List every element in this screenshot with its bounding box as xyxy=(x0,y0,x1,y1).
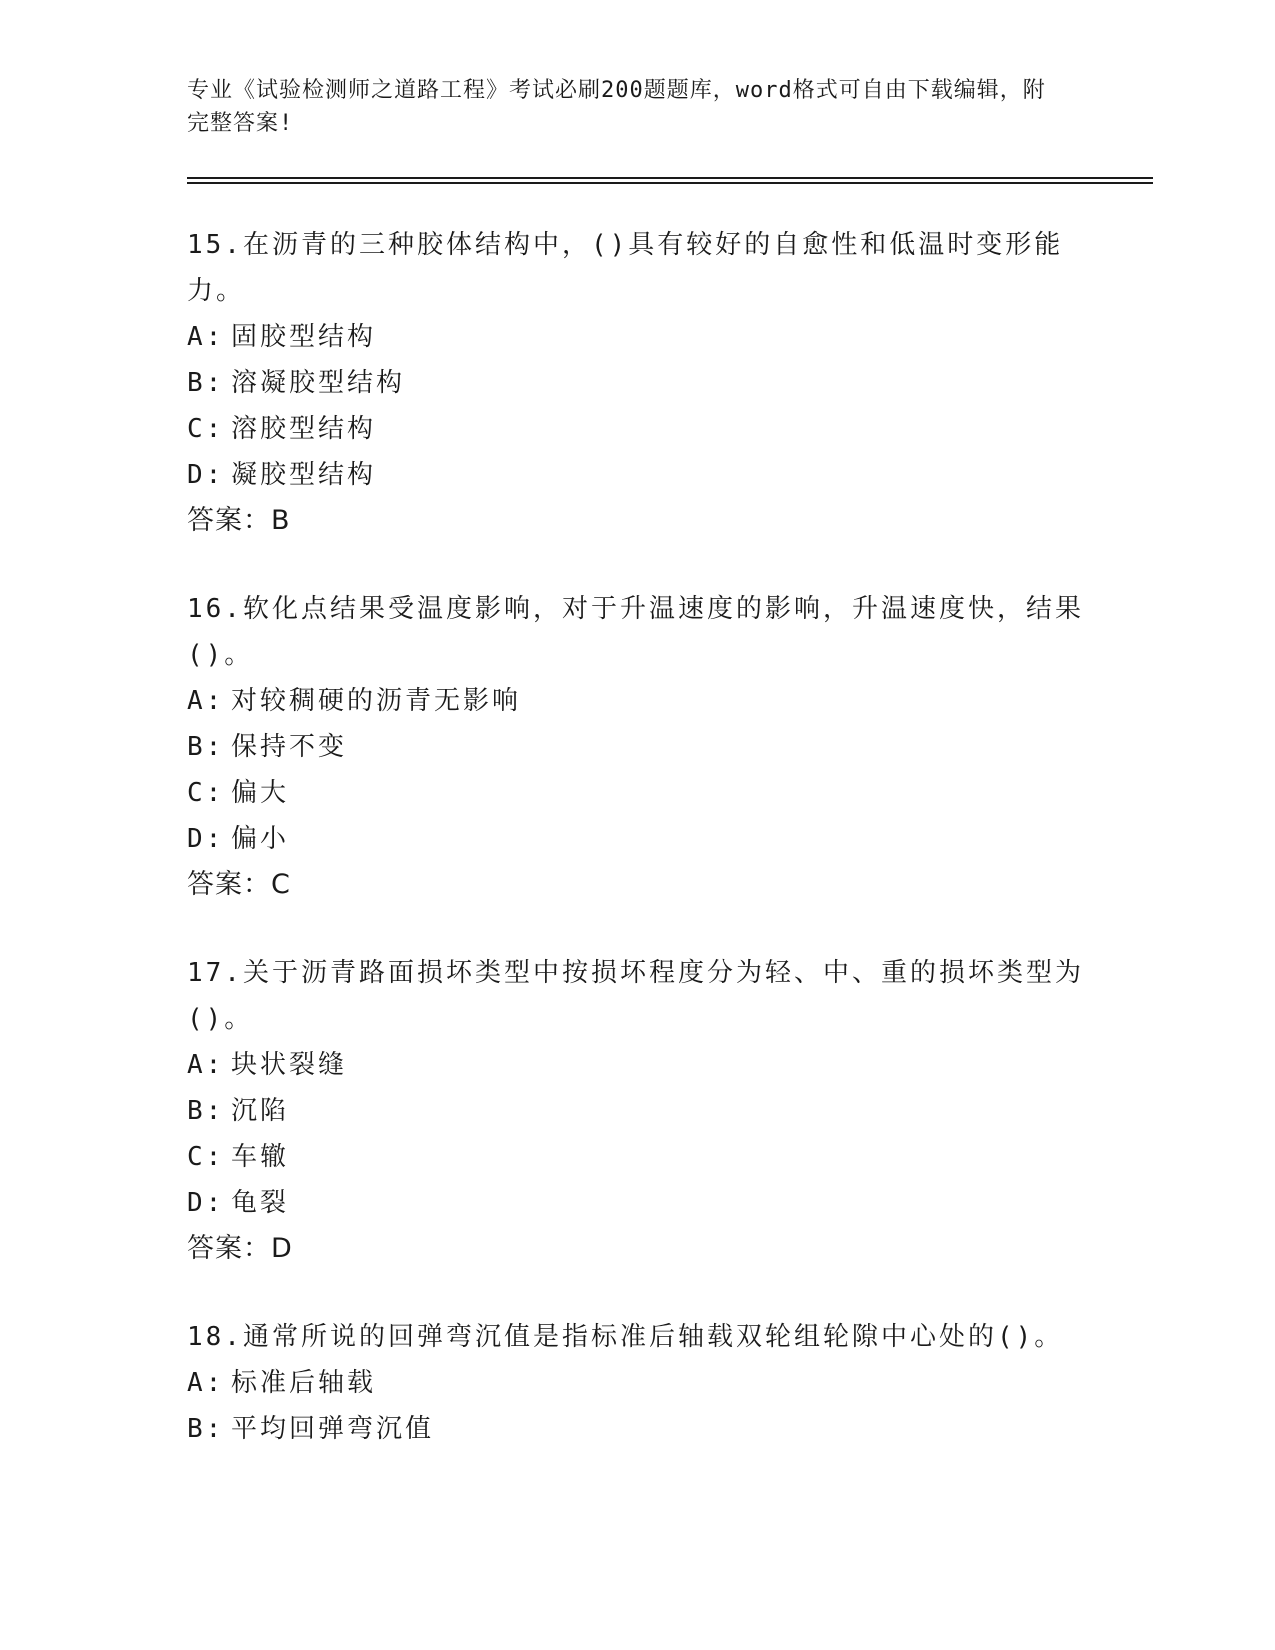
question-15 xyxy=(187,222,1087,544)
document-header: 专业《试验检测师之道路工程》考试必刷200题题库，word格式可自由下载编辑，附完整答案! xyxy=(187,78,1046,136)
option-a xyxy=(187,1360,1087,1406)
option-text: 标准后轴载 xyxy=(231,1368,377,1398)
option-key: D: xyxy=(187,460,225,490)
option-text: 车辙 xyxy=(231,1142,290,1172)
option-text: 溶胶型结构 xyxy=(231,414,377,444)
option-text: 固胶型结构 xyxy=(231,322,377,352)
option-text: 平均回弹弯沉值 xyxy=(231,1414,435,1444)
header-divider-bottom xyxy=(187,182,1153,184)
option-text: 龟裂 xyxy=(231,1188,290,1218)
question-17 xyxy=(187,950,1087,1272)
question-stem: 18.通常所说的回弹弯沉值是指标准后轴载双轮组轮隙中心处的()。 xyxy=(187,1322,1064,1352)
option-text: 保持不变 xyxy=(231,732,348,762)
option-d xyxy=(187,452,1087,498)
option-key: C: xyxy=(187,778,225,808)
answer: 答案：B xyxy=(187,505,291,536)
option-text: 对较稠硬的沥青无影响 xyxy=(231,686,522,716)
option-key: A: xyxy=(187,1050,225,1080)
option-text: 偏小 xyxy=(231,824,290,854)
option-b xyxy=(187,724,1087,770)
option-a xyxy=(187,1042,1087,1088)
option-key: D: xyxy=(187,824,225,854)
option-text: 沉陷 xyxy=(231,1096,290,1126)
question-stem: 17.关于沥青路面损坏类型中按损坏程度分为轻、中、重的损坏类型为()。 xyxy=(187,958,1084,1034)
option-c xyxy=(187,770,1087,816)
option-key: B: xyxy=(187,1414,225,1444)
option-b xyxy=(187,360,1087,406)
option-key: A: xyxy=(187,322,225,352)
option-d xyxy=(187,1180,1087,1226)
option-text: 凝胶型结构 xyxy=(231,460,377,490)
option-key: B: xyxy=(187,368,225,398)
option-key: A: xyxy=(187,1368,225,1398)
option-c xyxy=(187,406,1087,452)
option-key: B: xyxy=(187,1096,225,1126)
option-b xyxy=(187,1088,1087,1134)
option-text: 块状裂缝 xyxy=(231,1050,348,1080)
option-key: C: xyxy=(187,414,225,444)
option-b xyxy=(187,1406,1087,1452)
answer: 答案：C xyxy=(187,869,291,900)
question-stem: 15.在沥青的三种胶体结构中，()具有较好的自愈性和低温时变形能力。 xyxy=(187,230,1064,306)
option-d xyxy=(187,816,1087,862)
option-a xyxy=(187,678,1087,724)
header-divider-top xyxy=(187,177,1153,179)
option-key: B: xyxy=(187,732,225,762)
option-key: C: xyxy=(187,1142,225,1172)
option-key: D: xyxy=(187,1188,225,1218)
question-16 xyxy=(187,586,1087,908)
option-c xyxy=(187,1134,1087,1180)
answer: 答案：D xyxy=(187,1233,293,1264)
option-text: 溶凝胶型结构 xyxy=(231,368,406,398)
option-a xyxy=(187,314,1087,360)
option-key: A: xyxy=(187,686,225,716)
question-18 xyxy=(187,1314,1087,1452)
question-stem: 16.软化点结果受温度影响，对于升温速度的影响，升温速度快，结果()。 xyxy=(187,594,1084,670)
option-text: 偏大 xyxy=(231,778,290,808)
